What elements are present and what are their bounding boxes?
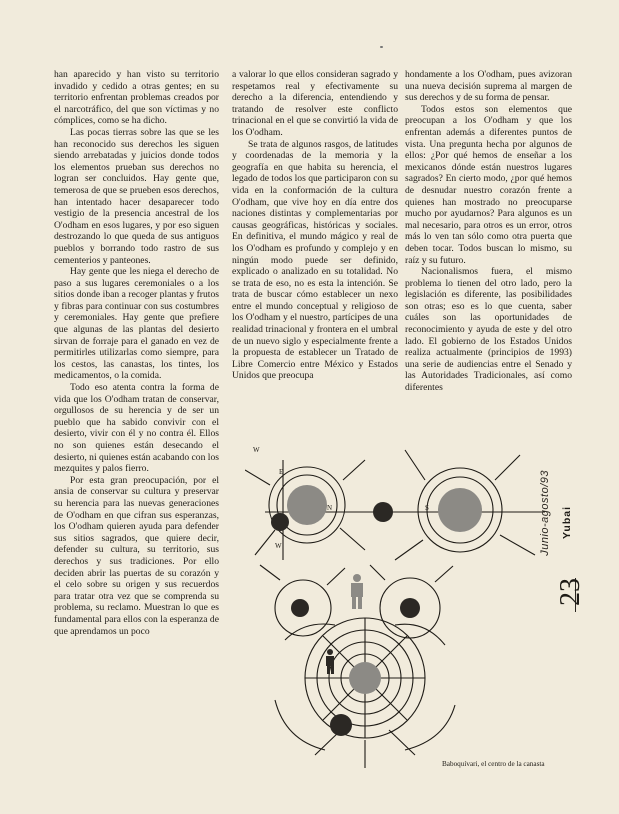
dark-sun-disc [271, 513, 289, 531]
paragraph: Todo eso atenta contra la forma de vida que los O'odham tratan de conservar, orgullosos de su herencia y de ser un pueblo que ha sabido convivir con el desierto, vivir con él y no contra él. Ellos no son quienes están desecando el desierto, ni quienes están acabando con los mezquites y palos fierro. [54, 382, 219, 475]
paragraph: Hay gente que les niega el derecho de paso a sus lugares ceremoniales o a los sitios donde iban a recoger plantas y frutos y fibras para continuar con sus costumbres y ceremoniales. Hay gente que prefiere que algunas de las plantas del desierto sirvan de forraje para el ganado en vez de permitirles utilizarlas como siempre, para los cestos, las canastas, los tintes, los medicamentos, o la comida. [54, 266, 219, 382]
page-number: 23 [555, 578, 586, 606]
paragraph: hondamente a los O'odham, pues avizoran una nueva decisión suprema al margen de sus derechos y de su forma de pensar. [405, 69, 572, 104]
dark-sun-disc [330, 714, 352, 736]
paragraph: Se trata de algunos rasgos, de latitudes y coordenadas de la memoria y la geografía en que habita su herencia, el legado de todos los que participaron con su vida en la conformación de la cultura O'odham, que vive hoy en día entre dos naciones distintas y complementarias por causas geográficas, históricas y sociales. En definitiva, el mundo mágico y real de los O'odham es profundo y complejo y en ningún modo puede ser definido, explicado o analizado en su totalidad. No se trata de eso, no es esta la intención. Se trata de buscar cómo establecer un nexo entre el mundo conceptual y religioso de los O'odham y el nuestro, partícipes de una realidad trinacional y frontera en el umbral de un nuevo siglo y especialmente frente a la propuesta de establecer un Tratado de Libre Comercio entre México y Estados Unidos que preocupa [232, 138, 398, 382]
print-speck [380, 46, 383, 48]
magazine-name: Yubai [561, 506, 573, 540]
compass-east: E [279, 468, 284, 476]
oodham-basket-illustration [245, 440, 565, 770]
issue-date: Junio-agosto/93 [539, 470, 551, 556]
compass-north: N [327, 504, 333, 512]
dark-sun-disc [373, 502, 393, 522]
man-in-maze-figure [326, 649, 334, 674]
paragraph: Nacionalismos fuera, el mismo problema lo tienen del otro lado, pero la legislación es diferente, las posibilidades son otras; eso es lo que cuenta, saber cuáles son las oportunidades de reconocimiento y ayuda de este y del otro lado. El gobierno de los Estados Unidos realiza actualmente (principios de 1993) una serie de audiencias entre el Senado y las Autoridades Tradicionales, así como diferentes [405, 266, 572, 394]
paragraph: a valorar lo que ellos consideran sagrado y respetamos real y efectivamente su derecho a la diferencia, entendiendo y tratando de resolver este conflicto trinacional en el que se convirtió la vida de los O'odham. [232, 69, 398, 138]
compass-south: S [425, 504, 429, 512]
text-column-2 [232, 69, 398, 382]
text-column-1 [54, 69, 219, 637]
paragraph: Por esta gran preocupación, por el ansia de conservar su cultura y preservar su herencia para las nuevas generaciones de O'odham en que cifran sus esperanzas, los O'odham quieren ayuda para defender sus sitios sagrados, que quiere decir, defender su cultura, su territorio, sus derechos y sus tradiciones. Por ello deciden abrir las puertas de su corazón y el celo sobre su origen y sus recuerdos para tratar otra vez que se comprenda su problema, su reclamo. Muestran lo que es fundamental para ellos con la esperanza de que aprendamos un poco [54, 474, 219, 637]
sun-disc [438, 488, 482, 532]
paragraph: han aparecido y han visto su territorio invadido y cedido a otras gentes; en su territorio enfrentan problemas creados por el narcotráfico, del que son víctimas y no cómplices, como se ha dicho. [54, 69, 219, 127]
text-column-3 [405, 69, 572, 394]
running-footer [539, 470, 599, 640]
dark-sun-disc [400, 598, 420, 618]
compass-west-top: W [253, 446, 260, 454]
elder-brother-figure [351, 574, 363, 609]
compass-west: W [275, 542, 282, 550]
paragraph: Las pocas tierras sobre las que se les han reconocido sus derechos les siguen siendo arrebatadas y juicios donde todos los elementos prueban sus derechos no logran ser concluidos. Hay gente que, temerosa de que se prueben esos derechos, han intentado hacer desaparecer todo vestigio de la presencia ancestral de los O'odham en esos lugares, y por eso siguen destrozando lo que queda de sus antiguos pueblos y borrando todo rastro de sus cementerios y panteones. [54, 126, 219, 266]
figure-caption: Baboquívari, el centro de la canasta [442, 760, 545, 768]
sun-disc [349, 662, 381, 694]
paragraph: Todos estos son elementos que preocupan a los O'odham y que los enfrentan además a diferentes puntos de vista. Una pregunta hecha por algunos de ellos: ¿Por qué hemos de enseñar a los mexicanos dónde están nuestros lugares sagrados? En cierto modo, ¿por qué hemos de desnudar nuestro corazón frente a quienes han mostrado no preocuparse mucho por ayudarnos? Para algunos es un mal necesario, para otros es un error, otros más lo ven tan sólo como otra puerta que deben tocar. Todos buscan lo mismo, su raíz y su futuro. [405, 103, 572, 266]
sun-disc [287, 485, 327, 525]
dark-sun-disc [291, 599, 309, 617]
